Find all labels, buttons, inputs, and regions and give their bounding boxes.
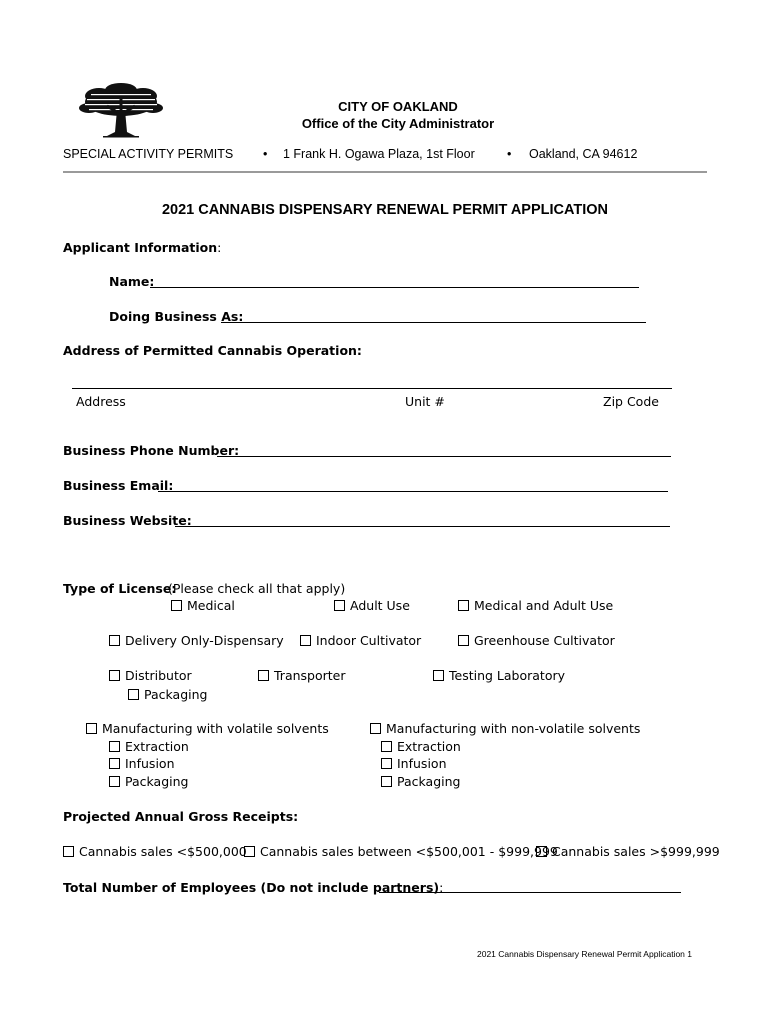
applicant-heading: Applicant Information:: [63, 240, 222, 255]
dba-field[interactable]: [221, 322, 646, 323]
bullet-separator: •: [263, 147, 268, 161]
checkbox[interactable]: [334, 600, 345, 611]
license-option-volatile-extraction[interactable]: Extraction: [109, 739, 189, 754]
phone-label: Business Phone Number:: [63, 443, 240, 458]
checkbox[interactable]: [370, 723, 381, 734]
license-option-testing[interactable]: Testing Laboratory: [433, 668, 565, 683]
name-label: Name:: [109, 274, 155, 289]
license-option-volatile-packaging[interactable]: Packaging: [109, 774, 188, 789]
email-label: Business Email:: [63, 478, 174, 493]
oak-tree-logo: [77, 80, 165, 140]
checkbox[interactable]: [86, 723, 97, 734]
checkbox[interactable]: [381, 776, 392, 787]
checkbox[interactable]: [258, 670, 269, 681]
receipts-option-over-999k[interactable]: Cannabis sales >$999,999: [536, 844, 720, 859]
unit-sublabel: Unit #: [405, 394, 445, 409]
checkbox[interactable]: [109, 776, 120, 787]
checkbox[interactable]: [381, 741, 392, 752]
website-label: Business Website:: [63, 513, 192, 528]
license-option-mfg-nonvolatile[interactable]: Manufacturing with non-volatile solvents: [370, 721, 640, 736]
license-option-nonvolatile-infusion[interactable]: Infusion: [381, 756, 447, 771]
bullet-separator: •: [507, 147, 512, 161]
checkbox[interactable]: [458, 635, 469, 646]
checkbox[interactable]: [109, 741, 120, 752]
license-option-transporter[interactable]: Transporter: [258, 668, 345, 683]
checkbox[interactable]: [536, 846, 547, 857]
address-heading: Address of Permitted Cannabis Operation:: [63, 343, 362, 358]
license-option-volatile-infusion[interactable]: Infusion: [109, 756, 175, 771]
checkbox[interactable]: [300, 635, 311, 646]
license-option-delivery[interactable]: Delivery Only-Dispensary: [109, 633, 284, 648]
checkbox[interactable]: [244, 846, 255, 857]
email-field[interactable]: [158, 491, 668, 492]
receipts-heading: Projected Annual Gross Receipts:: [63, 809, 299, 824]
receipts-option-under-500k[interactable]: Cannabis sales <$500,000: [63, 844, 247, 859]
license-option-nonvolatile-extraction[interactable]: Extraction: [381, 739, 461, 754]
employees-field[interactable]: [379, 892, 681, 893]
checkbox[interactable]: [63, 846, 74, 857]
employees-label: Total Number of Employees (Do not include partners):: [63, 880, 444, 895]
receipts-option-between[interactable]: Cannabis sales between <$500,001 - $999,999: [244, 844, 558, 859]
checkbox[interactable]: [433, 670, 444, 681]
checkbox[interactable]: [171, 600, 182, 611]
license-option-medical-adult[interactable]: Medical and Adult Use: [458, 598, 613, 613]
license-option-packaging[interactable]: Packaging: [128, 687, 207, 702]
license-option-medical[interactable]: Medical: [171, 598, 235, 613]
checkbox[interactable]: [381, 758, 392, 769]
license-option-mfg-volatile[interactable]: Manufacturing with volatile solvents: [86, 721, 329, 736]
zip-sublabel: Zip Code: [603, 394, 659, 409]
license-option-distributor[interactable]: Distributor: [109, 668, 192, 683]
header-divider: [63, 171, 707, 173]
license-option-nonvolatile-packaging[interactable]: Packaging: [381, 774, 460, 789]
org-office: Office of the City Administrator: [301, 116, 495, 131]
street-address: 1 Frank H. Ogawa Plaza, 1st Floor: [283, 147, 475, 161]
checkbox[interactable]: [458, 600, 469, 611]
license-note: (Please check all that apply): [168, 581, 346, 596]
phone-field[interactable]: [217, 456, 671, 457]
address-field[interactable]: [72, 388, 672, 389]
checkbox[interactable]: [109, 635, 120, 646]
page-footer: 2021 Cannabis Dispensary Renewal Permit Application 1: [477, 949, 692, 959]
checkbox[interactable]: [109, 670, 120, 681]
website-field[interactable]: [175, 526, 670, 527]
department-label: SPECIAL ACTIVITY PERMITS: [63, 147, 234, 161]
city-address: Oakland, CA 94612: [529, 147, 638, 161]
license-label: Type of License:: [63, 581, 177, 596]
license-option-indoor[interactable]: Indoor Cultivator: [300, 633, 421, 648]
license-option-adult-use[interactable]: Adult Use: [334, 598, 410, 613]
checkbox[interactable]: [109, 758, 120, 769]
name-field[interactable]: [150, 287, 639, 288]
dba-label: Doing Business As:: [109, 309, 244, 324]
address-sublabel: Address: [76, 394, 126, 409]
license-option-greenhouse[interactable]: Greenhouse Cultivator: [458, 633, 615, 648]
form-title: 2021 CANNABIS DISPENSARY RENEWAL PERMIT APPLICATION: [161, 202, 609, 218]
checkbox[interactable]: [128, 689, 139, 700]
org-name: CITY OF OAKLAND: [338, 99, 458, 114]
